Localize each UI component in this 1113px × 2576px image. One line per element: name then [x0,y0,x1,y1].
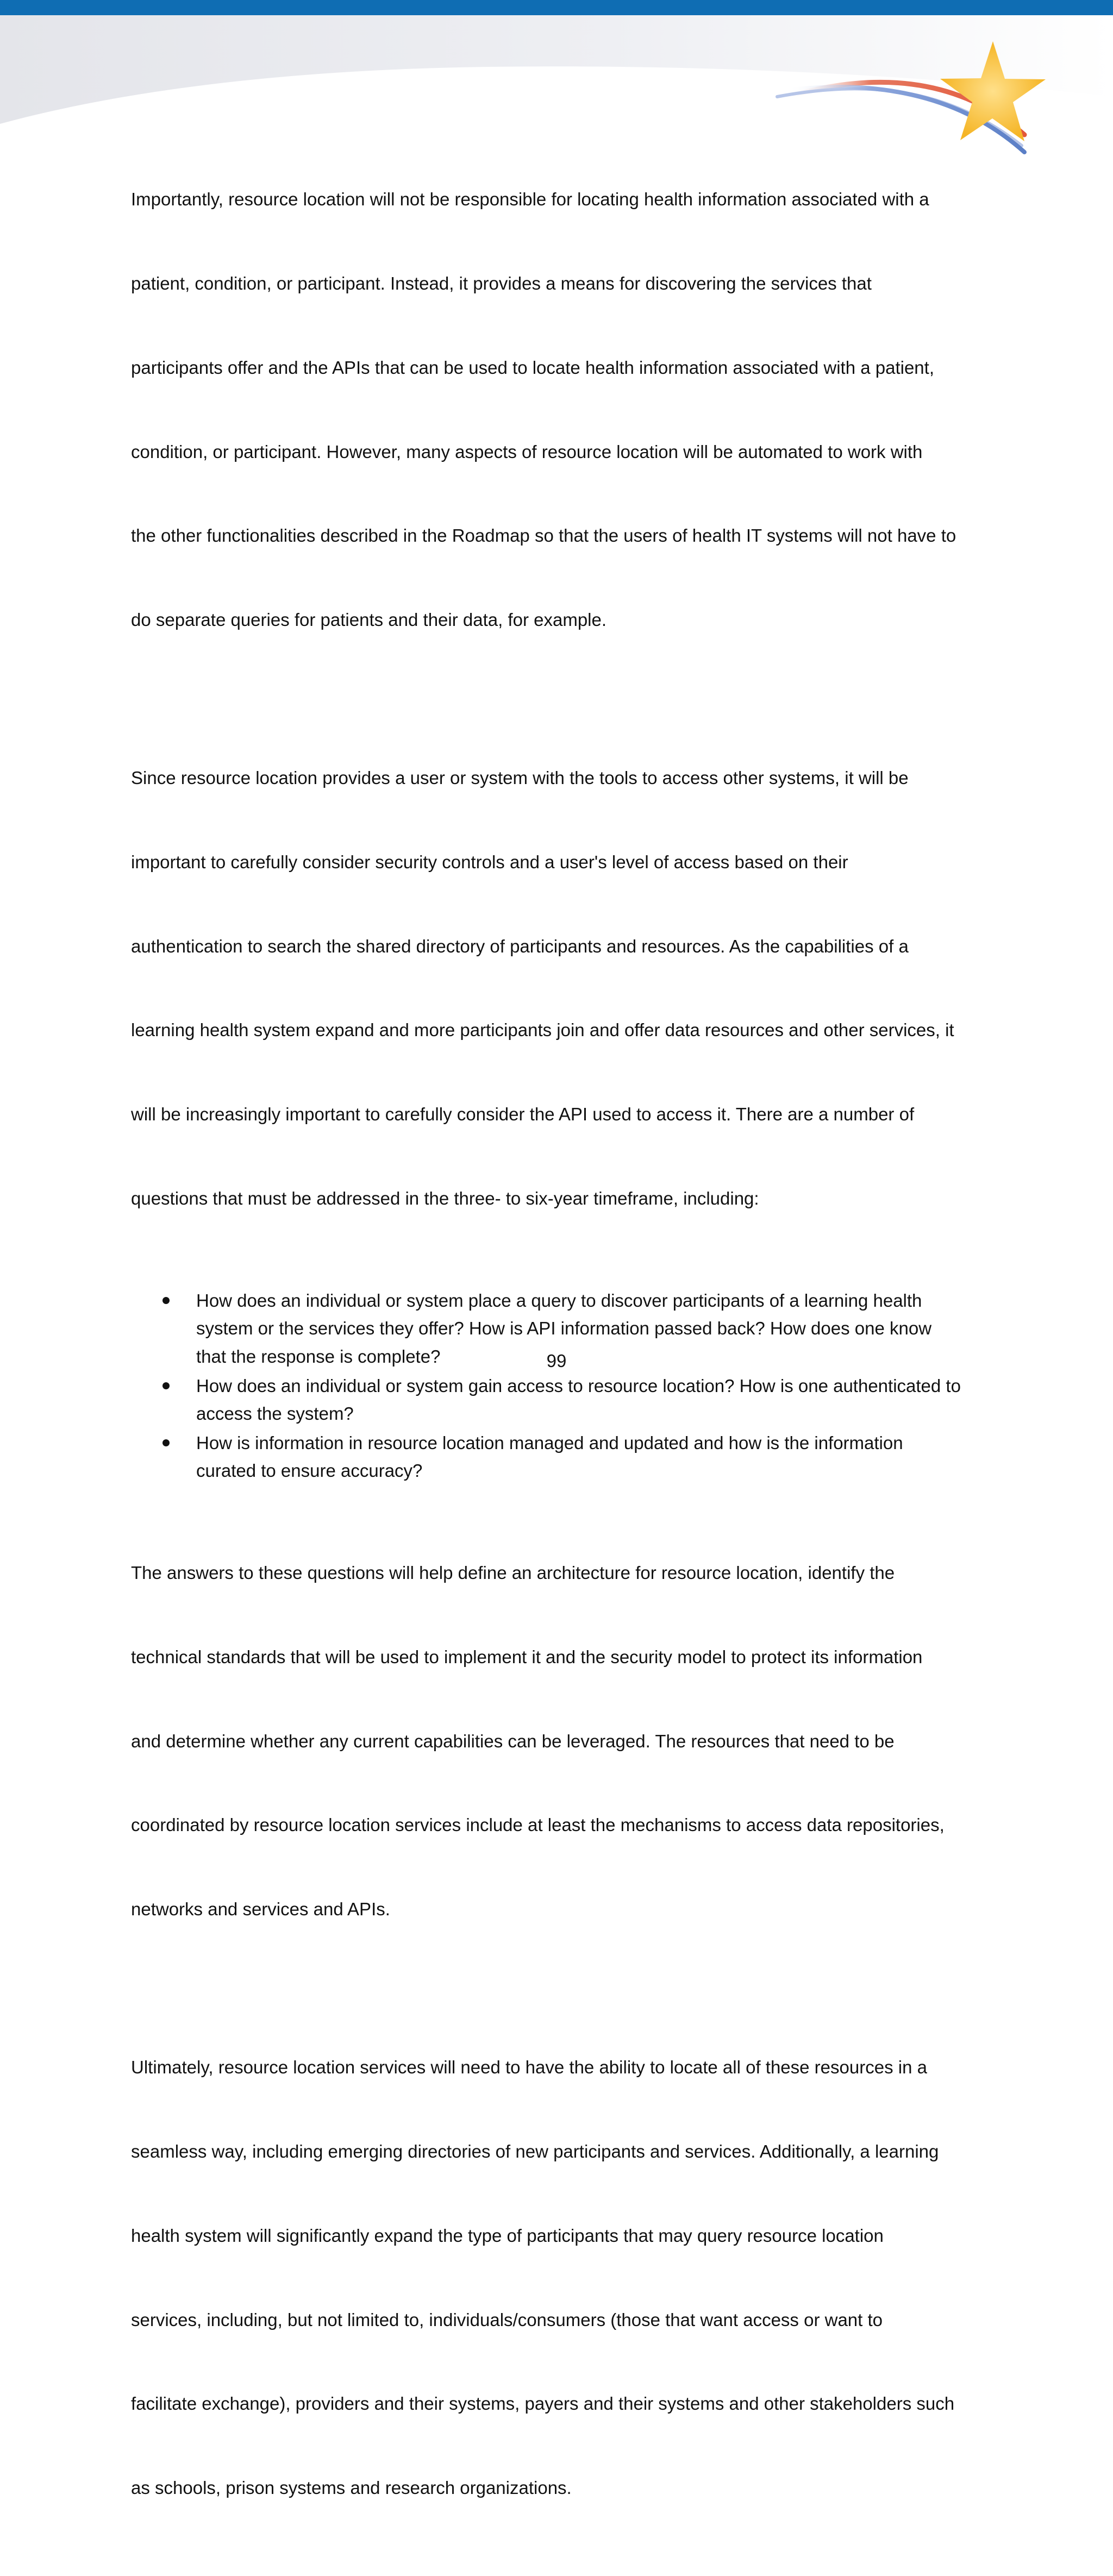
bullet-icon [162,1382,170,1389]
text-line: Ultimately, resource location services will need to have the ability to locate all of these resources in a [131,2057,927,2078]
text-line: technical standards that will be used to implement it and the security model to protect its information [131,1646,923,1667]
text-line: questions that must be addressed in the three- to six-year timeframe, including: [131,1188,759,1208]
text-line: that the response is complete? [196,1346,441,1367]
text-line: Importantly, resource location will not be responsible for locating health information associated with a [131,189,929,210]
text-line: condition, or participant. However, many aspects of resource location will be automated to work with [131,441,923,462]
text-line: the other functionalities described in the Roadmap so that the users of health IT systems will not have to [131,525,956,546]
text-line: and determine whether any current capabilities can be leveraged. The resources that need to be [131,1731,895,1751]
text-line: do separate queries for patients and their data, for example. [131,610,607,630]
text-line: networks and services and APIs. [131,1899,390,1920]
page-number: 99 [546,1351,567,1371]
text-line: services, including, but not limited to, individuals/consumers (those that want access or want to [131,2309,883,2330]
text-line: coordinated by resource location services include at least the mechanisms to access data repositories, [131,1815,945,1835]
text-line: curated to ensure accuracy? [196,1461,423,1481]
paragraph-security [131,708,990,1269]
text-line: health system will significantly expand the type of participants that may query resource location [131,2225,884,2246]
gray-swoosh-shape [0,15,1113,124]
paragraph-intro [131,129,990,690]
header-top-bar [0,0,1113,15]
paragraph-answers [131,1503,990,1979]
text-line: facilitate exchange), providers and their systems, payers and their systems and other stakeholders such [131,2393,955,2414]
text-line: system or the services they offer? How is API information passed back? How does one know [196,1318,932,1339]
bullet-icon [162,1439,170,1446]
text-line: authentication to search the shared directory of participants and resources. As the capabilities of a [131,936,909,956]
text-line: How is information in resource location managed and updated and how is the information [196,1432,903,1453]
text-line: seamless way, including emerging directories of new participants and services. Additionally, a learning [131,2141,939,2161]
bullet-icon [162,1297,170,1304]
text-line: learning health system expand and more participants join and offer data resources and other services, it [131,1020,954,1041]
text-line: participants offer and the APIs that can be used to locate health information associated with a patient, [131,357,934,378]
list-item [131,1429,990,1485]
text-line: patient, condition, or participant. Instead, it provides a means for discovering the services that [131,273,872,293]
text-line: Since resource location provides a user or system with the tools to access other systems, it will be [131,768,909,788]
text-line: will be increasingly important to carefully consider the API used to access it. There are a number of [131,1104,915,1125]
paragraph-ultimately [131,1997,990,2558]
text-line: as schools, prison systems and research organizations. [131,2478,572,2498]
text-line: How does an individual or system gain access to resource location? How is one authenticated to [196,1375,961,1396]
question-list [131,1287,990,1485]
text-line: important to carefully consider security controls and a user's level of access based on their [131,851,848,872]
list-item [131,1372,990,1428]
text-line: access the system? [196,1403,354,1424]
text-line: The answers to these questions will help define an architecture for resource location, identify the [131,1563,895,1583]
text-line: How does an individual or system place a query to discover participants of a learning health [196,1290,922,1311]
